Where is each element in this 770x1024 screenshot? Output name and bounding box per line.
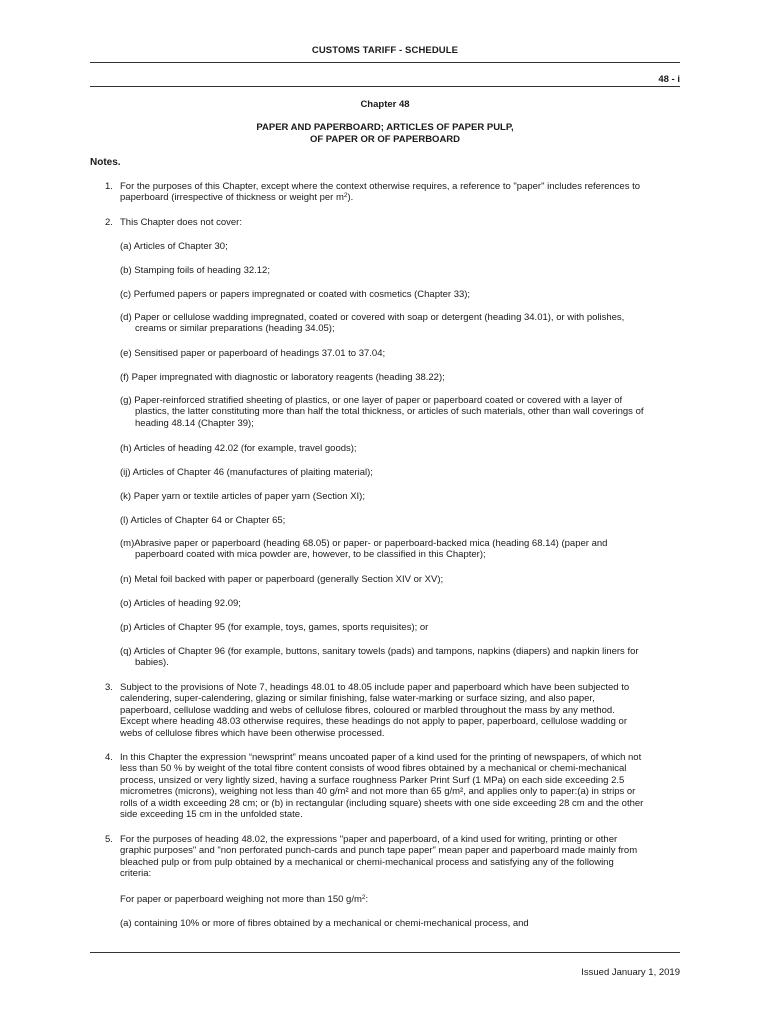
note-line: In this Chapter the expression “newsprint” means uncoated paper of a kind used for the printing of newspapers, of which not xyxy=(120,752,642,763)
exclusion-item-line: babies). xyxy=(135,657,169,669)
chapter-title xyxy=(0,122,770,146)
note-line: side exceeding 15 cm in the unfolded state. xyxy=(120,809,303,821)
exclusion-item xyxy=(120,491,685,502)
exclusion-item xyxy=(120,598,685,609)
note-line: For the purposes of heading 48.02, the expressions "paper and paperboard, of a kind used for writing, printing or other xyxy=(120,834,618,845)
exclusion-item-line: paperboard coated with mica powder are, however, to be classified in this Chapter); xyxy=(135,549,486,561)
note-line: less than 50 % by weight of the total fibre content consists of wood fibres obtained by a mechanical or chemi-mechanical xyxy=(120,763,627,775)
exclusion-item-line: (b) Stamping foils of heading 32.12; xyxy=(120,265,270,276)
exclusion-item xyxy=(120,538,685,561)
chapter-title-line: OF PAPER OR OF PAPERBOARD xyxy=(309,134,461,145)
exclusion-item-line: (e) Sensitised paper or paperboard of headings 37.01 to 37.04; xyxy=(120,348,386,359)
schedule-header: CUSTOMS TARIFF - SCHEDULE xyxy=(311,45,459,56)
exclusion-item xyxy=(120,443,685,454)
note-text: paperboard (irrespective of thickness or weight per $m^2$). xyxy=(120,192,354,204)
note-5-item-a: (a) containing 10% or more of fibres obtained by a mechanical or chemi-mechanical process, and xyxy=(120,918,529,929)
note-line: process, unsized or very lightly sized, having a surface roughness Parker Print Surf (1 MPa) on each side exceeding 2.5 xyxy=(120,774,625,786)
note-line: graphic purposes" and "non perforated punch-cards and punch tape paper" mean paper and paperboard made mainly from xyxy=(120,845,638,857)
exclusion-item xyxy=(120,622,685,633)
issue-date: Issued January 1, 2019 xyxy=(581,967,680,978)
note-text: For the purposes of this Chapter, except where the context otherwise requires, a reference to "paper" includes references to xyxy=(120,181,641,192)
exclusion-item-line: (q) Articles of Chapter 96 (for example, buttons, sanitary towels (pads) and tampons, napkins (diapers) and napkin liners for xyxy=(120,646,639,657)
note-3 xyxy=(105,682,685,739)
exclusion-item-line: (f) Paper impregnated with diagnostic or laboratory reagents (heading 38.22); xyxy=(120,372,445,383)
note-number: 4. xyxy=(105,752,113,763)
note-line: bleached pulp or from pulp obtained by a mechanical or chemi-mechanical process and satisfying any of the following xyxy=(120,856,614,868)
note-number: 2. xyxy=(105,217,113,228)
exclusion-item-line: (h) Articles of heading 42.02 (for example, travel goods); xyxy=(120,443,357,454)
exclusion-item xyxy=(120,515,685,526)
exclusion-item-line: (k) Paper yarn or textile articles of paper yarn (Section XI); xyxy=(120,491,365,502)
exclusion-item-line: (o) Articles of heading 92.09; xyxy=(120,598,241,609)
note-line: micrometres (microns), weighing not less than 40 g/m² and not more than 65 g/m², and applies only to paper:(a) in strips or xyxy=(120,786,636,798)
note-number: 1. xyxy=(105,181,113,192)
exclusion-item-line: creams or similar preparations (heading 34.05); xyxy=(135,323,335,335)
exclusion-item xyxy=(120,646,685,669)
chapter-title-line: PAPER AND PAPERBOARD; ARTICLES OF PAPER PULP, xyxy=(256,122,514,133)
exclusion-item-line: (p) Articles of Chapter 95 (for example, toys, games, sports requisites); or xyxy=(120,622,429,633)
note-4 xyxy=(105,752,685,820)
note-line: webs of cellulose fibres which have been otherwise processed. xyxy=(120,727,385,739)
exclusion-item-line: (l) Articles of Chapter 64 or Chapter 65; xyxy=(120,515,286,526)
notes-label: Notes. xyxy=(90,157,121,168)
exclusion-item-line: plastics, the latter constituting more than half the total thickness, or articles of such materials, other than wall coverings of xyxy=(135,406,644,418)
exclusion-item xyxy=(120,348,685,359)
note-5 xyxy=(105,834,685,880)
exclusion-item xyxy=(120,467,685,478)
exclusion-item xyxy=(120,265,685,276)
note-line: calendering, super-calendering, glazing or similar finishing, false water-marking or surface sizing, and also paper, xyxy=(120,693,595,705)
note-line: Except where heading 48.03 otherwise requires, these headings do not apply to paper, paperboard, cellulose wadding or xyxy=(120,716,628,728)
chapter-heading: Chapter 48 xyxy=(360,99,410,110)
header-rule-lower xyxy=(90,86,680,87)
note-1 xyxy=(105,181,685,204)
exclusion-item-line: (a) Articles of Chapter 30; xyxy=(120,241,228,252)
page-number: 48 - i xyxy=(658,74,680,85)
note-5-subheading: For paper or paperboard weighing not more than 150 $g/m^2$: xyxy=(120,894,369,905)
note-line: Subject to the provisions of Note 7, headings 48.01 to 48.05 include paper and paperboard which have been subjected to xyxy=(120,682,630,693)
footer-rule xyxy=(90,952,680,953)
note-2 xyxy=(105,217,685,228)
exclusion-item xyxy=(120,312,685,335)
exclusion-item-line: (ij) Articles of Chapter 46 (manufactures of plaiting material); xyxy=(120,467,373,478)
exclusion-item-line: (d) Paper or cellulose wadding impregnated, coated or covered with soap or detergent (heading 34.01), or with polishes, xyxy=(120,312,625,323)
exclusion-item-line: heading 48.14 (Chapter 39); xyxy=(135,417,254,429)
exclusion-item-line: (m)Abrasive paper or paperboard (heading 68.05) or paper- or paperboard-backed mica (heading 68.14) (paper and xyxy=(120,538,608,549)
exclusion-item-line: (n) Metal foil backed with paper or paperboard (generally Section XIV or XV); xyxy=(120,574,444,585)
exclusion-item xyxy=(120,289,685,300)
exclusion-item xyxy=(120,372,685,383)
note-line: paperboard, cellulose wadding and webs of cellulose fibres, coloured or marbled throughout the mass by any method. xyxy=(120,704,615,716)
note-line: criteria: xyxy=(120,868,152,880)
exclusion-item-line: (g) Paper-reinforced stratified sheeting of plastics, or one layer of paper or paperboard coated or covered with a layer of xyxy=(120,395,623,406)
exclusion-item xyxy=(120,395,685,429)
exclusion-item xyxy=(120,574,685,585)
note-number: 5. xyxy=(105,834,113,845)
note-text: This Chapter does not cover: xyxy=(120,217,242,228)
exclusion-item-line: (c) Perfumed papers or papers impregnated or coated with cosmetics (Chapter 33); xyxy=(120,289,471,300)
note-number: 3. xyxy=(105,682,113,693)
exclusion-item xyxy=(120,241,685,252)
note-line: rolls of a width exceeding 28 cm; or (b) in rectangular (including square) sheets with one side exceeding 28 cm and the other xyxy=(120,797,644,809)
header-rule xyxy=(90,62,680,63)
